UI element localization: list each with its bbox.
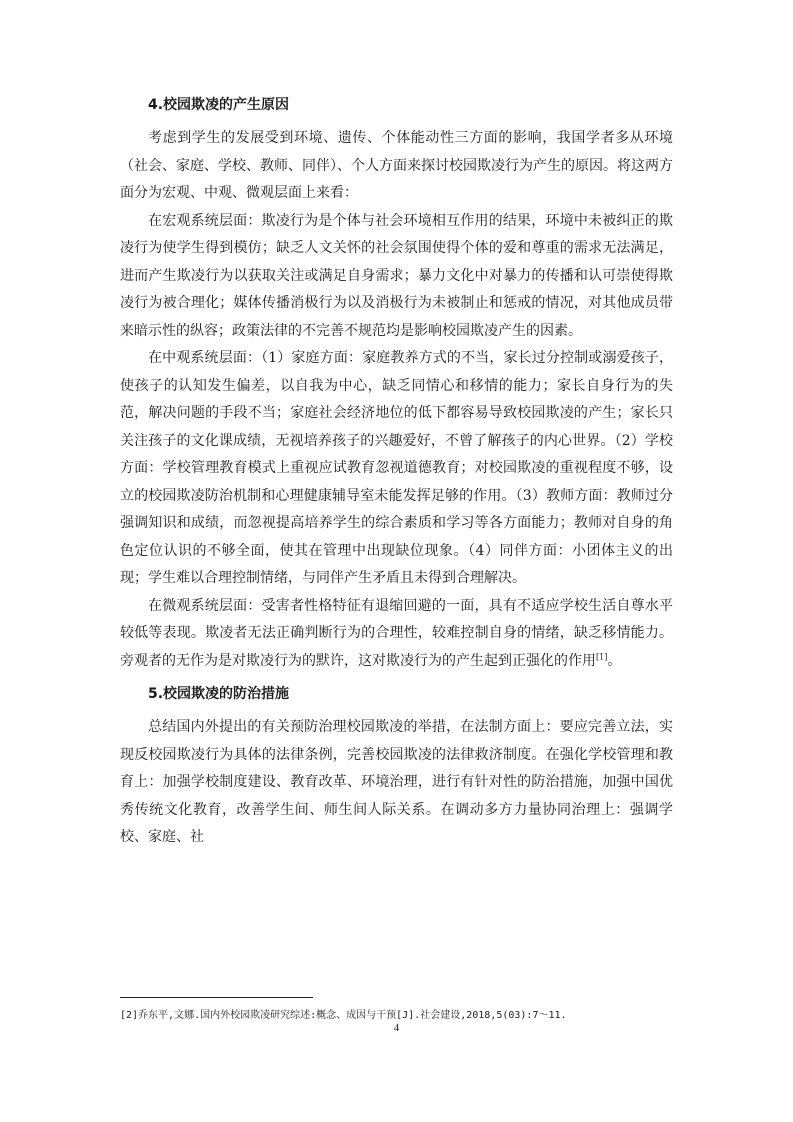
micro-level-text: 在微观系统层面：受害者性格特征有退缩回避的一面，具有不适应学校生活自尊水平较低等表现。欺凌者无法正确判断行为的合理性，较难控制自身的情绪，缺乏移情能力。旁观者的无作为是对欺凌行为的默许，这对欺凌行为的产生起到正强化的作用 <box>120 597 673 669</box>
macro-level-paragraph: 在宏观系统层面：欺凌行为是个体与社会环境相互作用的结果，环境中未被纠正的欺凌行为使学生得到模仿；缺乏人文关怀的社会氛围使得个体的爱和尊重的需求无法满足，进而产生欺凌行为以获取关注或满足自身需求；暴力文化中对暴力的传播和认可崇使得欺凌行为被合理化；媒体传播消极行为以及消极行为未被制止和惩戒的情况，对其他成员带来暗示性的纵容；政策法律的不完善不规范均是影响校园欺凌产生的因素。 <box>120 212 673 339</box>
citation-ref: [1] <box>596 651 608 661</box>
section-4-heading: 4.校园欺凌的产生原因 <box>148 97 290 113</box>
micro-level-paragraph <box>120 593 673 676</box>
section-5-heading: 5.校园欺凌的防治措施 <box>148 686 290 702</box>
micro-level-end: 。 <box>607 652 622 669</box>
page-body <box>120 92 673 852</box>
section-4-intro-paragraph: 考虑到学生的发展受到环境、遗传、个体能动性三方面的影响，我国学者多从环境（社会、家庭、学校、教师、同伴）、个人方面来探讨校园欺凌行为产生的原因。将这两方面分为宏观、中观、微观层面上来看： <box>120 130 673 201</box>
page-number: 4 <box>393 1022 400 1034</box>
meso-level-paragraph: 在中观系统层面：（1）家庭方面：家庭教养方式的不当，家长过分控制或溺爱孩子，使孩子的认知发生偏差，以自我为中心，缺乏同情心和移情的能力；家长自身行为的失范，解决问题的手段不当；家庭社会经济地位的低下都容易导致校园欺凌的产生；家长只关注孩子的文化课成绩，无视培养孩子的兴趣爱好，不曾了解孩子的内心世界。（2）学校方面：学校管理教育模式上重视应试教育忽视道德教育；对校园欺凌的重视程度不够，设立的校园欺凌防治机制和心理健康辅导室未能发挥足够的作用。（3）教师方面：教师过分强调知识和成绩，而忽视提高培养学生的综合素质和学习等各方面能力；教师对自身的角色定位认识的不够全面，使其在管理中出现缺位现象。（4）同伴方面：小团体主义的出现；学生难以合理控制情绪，与同伴产生矛盾且未得到合理解决。 <box>120 350 673 586</box>
section-5-paragraph: 总结国内外提出的有关预防治理校园欺凌的举措，在法制方面上：要应完善立法，实现反校园欺凌行为具体的法律条例，完善校园欺凌的法律救济制度。在强化学校管理和教育上：加强学校制度建设、教育改革、环境治理，进行有针对性的防治措施，加强中国优秀传统文化教育，改善学生间、师生间人际关系。在调动多方力量协同治理上：强调学校、家庭、社 <box>120 719 673 845</box>
footnote-divider <box>120 997 313 998</box>
footnote: [2]乔东平,文娜.国内外校园欺凌研究综述:概念、成因与干预[J].社会建设,2018,5(03):7～11. <box>120 1010 567 1021</box>
